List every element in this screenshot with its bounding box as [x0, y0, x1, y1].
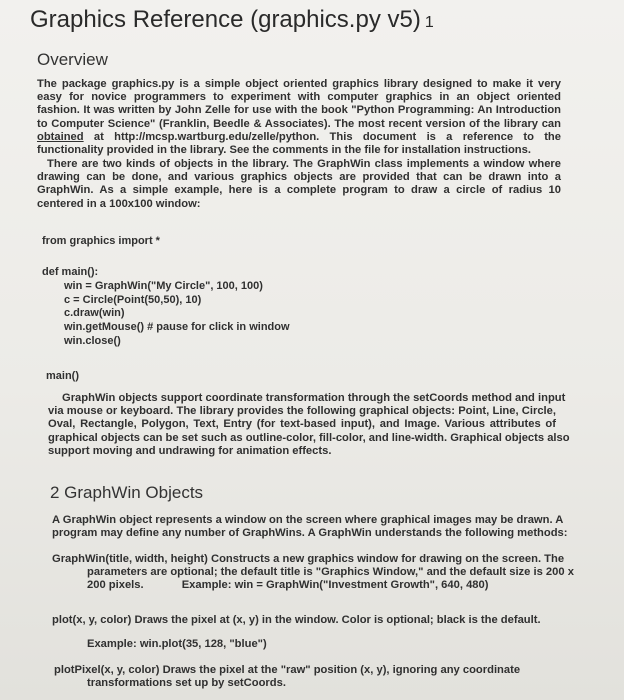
intro-paragraph [37, 158, 561, 211]
title-text: Graphics Reference (graphics.py v5) [30, 6, 421, 33]
plotpixel-method-entry [54, 664, 554, 690]
code-line: win.getMouse() # pause for click in window [64, 321, 290, 334]
text-line [37, 131, 561, 144]
text-line: plot(x, y, color) Draws the pixel at (x, y) in the window. Color is optional; black is the default. [52, 614, 541, 626]
text-line: parameters are optional; the default title is "Graphics Window," and the default size is 200 x [87, 566, 574, 579]
section2-intro [52, 514, 568, 540]
text-line: to Computer Science" (Franklin, Beedle & Associates). The most recent version of the library can [37, 117, 561, 130]
obtained-word: obtained [37, 130, 84, 143]
overview-paragraph [37, 78, 561, 157]
text-line: transformations set up by setCoords. [87, 677, 286, 690]
text-line: GraphWin objects support coordinate transformation through the setCoords method and input [62, 392, 566, 404]
code-main-call: main() [46, 370, 79, 382]
text-line: via mouse or keyboard. The library provides the following graphical objects: Point, Line, Circle, [48, 405, 556, 418]
code-line: win.close() [64, 334, 121, 347]
text-line: A GraphWin object represents a window on the screen where graphical images may be drawn. A [52, 514, 564, 526]
code-line: c.draw(win) [64, 307, 125, 320]
text-line: GraphWin. As a simple example, here is a complete program to draw a circle of radius 10 [37, 184, 561, 197]
text-line: fashion. It was written by John Zelle for use with the book "Python Programming: An Introduction [37, 104, 561, 117]
text-line: functionality provided in the library. See the comments in the file for installation instructions. [37, 144, 531, 157]
text-line: drawing can be done, and various graphics objects are provided that can be drawn into a [37, 171, 561, 184]
text-line: GraphWin(title, width, height) Constructs a new graphics window for drawing on the screen. The [52, 553, 565, 565]
text-line: program may define any number of GraphWins. A GraphWin understands the following methods: [52, 527, 568, 540]
code-line: def main(): [42, 266, 99, 278]
url-sentence: at http://mcsp.wartburg.edu/zelle/python. This document is a reference to the [83, 130, 561, 143]
text-line: plotPixel(x, y, color) Draws the pixel at the "raw" position (x, y), ignoring any coordinate [54, 664, 521, 676]
code-import-line: from graphics import * [42, 235, 160, 247]
text-line: Oval, Rectangle, Polygon, Text, Entry (for text-based input), and Image. Various attributes of [48, 418, 556, 431]
code-line: c = Circle(Point(50,50), 10) [64, 293, 202, 306]
text-line: easy for novice programmers to experiment with computer graphics in an object oriented [37, 91, 561, 104]
graphwin-constructor-entry [52, 553, 574, 593]
overview-heading: Overview [37, 50, 108, 69]
text-line: 200 pixels. [87, 579, 144, 592]
section2-heading: 2 GraphWin Objects [50, 483, 204, 502]
text-line: Example: win = GraphWin("Investment Growth", 640, 480) [181, 579, 489, 592]
title-footnote-marker: 1 [424, 14, 434, 31]
text-line: There are two kinds of objects in the library. The GraphWin class implements a window where [47, 158, 561, 170]
text-line: The package graphics.py is a simple object oriented graphics library designed to make it very [37, 78, 561, 90]
code-block [42, 266, 290, 349]
text-line: support moving and undrawing for animation effects. [48, 444, 332, 457]
document-title [30, 6, 434, 34]
plot-example [87, 638, 267, 651]
code-line: win = GraphWin("My Circle", 100, 100) [64, 279, 263, 292]
plot-method-entry [52, 614, 572, 627]
text-line: Example: win.plot(35, 128, "blue") [87, 638, 267, 650]
text-line: graphical objects can be set such as outline-color, fill-color, and line-width. Graphical objects also [48, 431, 570, 444]
graphwin-features-paragraph [48, 392, 570, 458]
text-line: centered in a 100x100 window: [37, 197, 201, 210]
